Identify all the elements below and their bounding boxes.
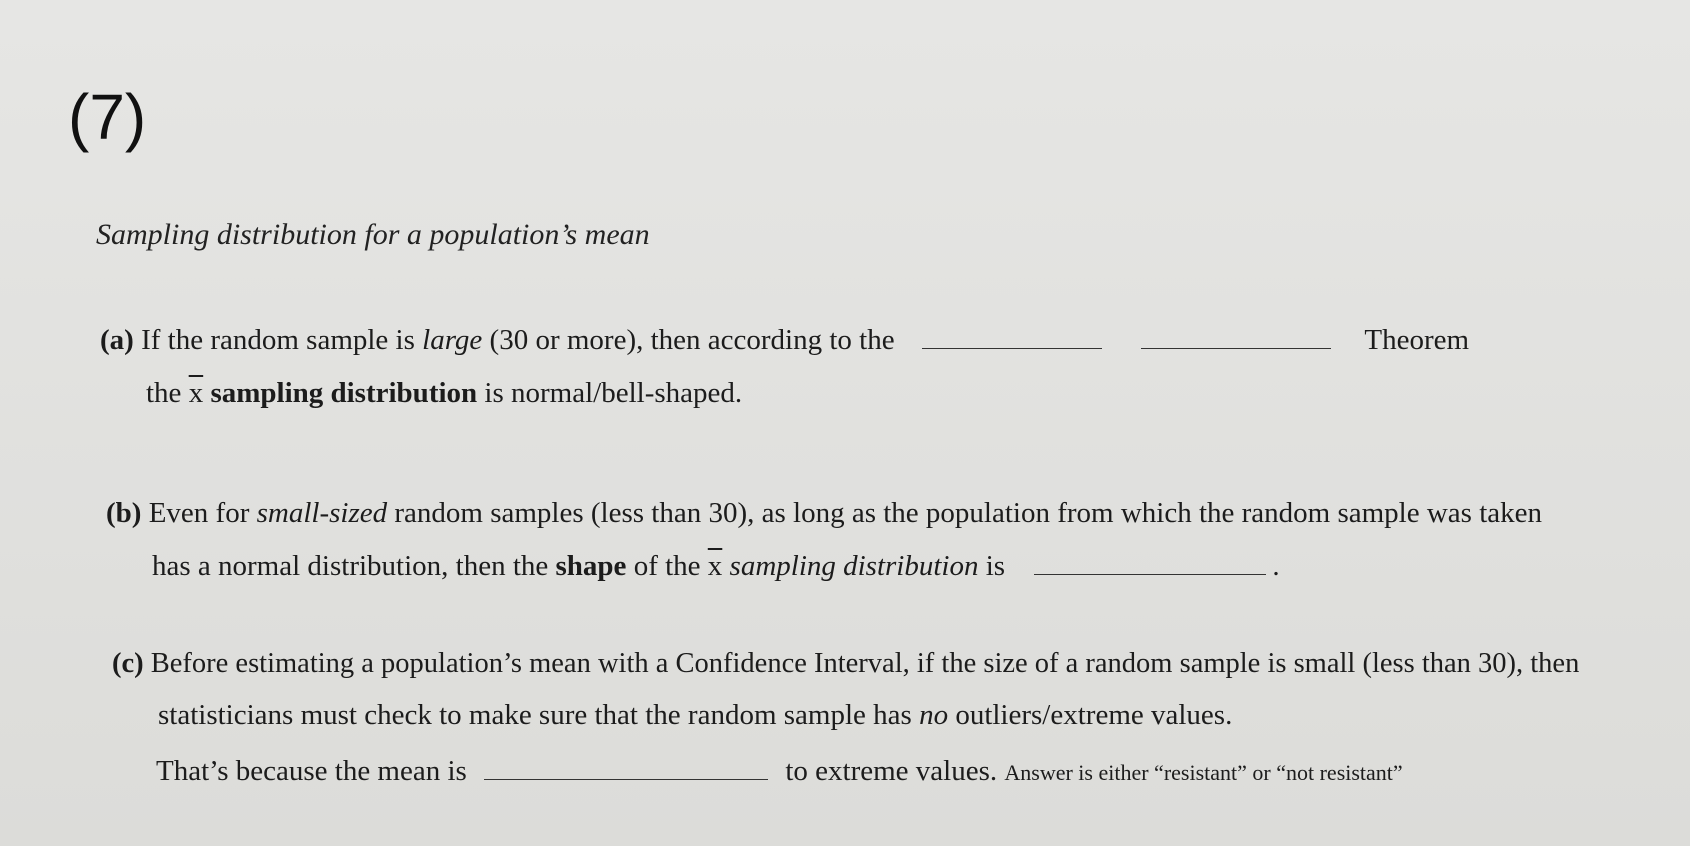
part-c-blank[interactable] [484,753,768,780]
xbar-symbol: $\overline{x}$ [707,550,723,582]
part-c-note: Answer is either “resistant” or “not resistant” [1004,760,1403,785]
part-c-line3-post: to extreme values. [785,755,998,787]
part-a-label: (a) [100,324,134,356]
part-a-text-post: (30 or more), then according to the [482,324,895,356]
part-a-line2-post: is normal/bell-shaped. [477,377,743,409]
part-a-line1 [100,322,1469,357]
part-c-line1-text: Before estimating a population’s mean with a Confidence Interval, if the size of a random sample is small (less than 30), then [150,648,1580,679]
part-b-label: (b) [106,497,142,529]
part-b-blank[interactable] [1034,548,1266,575]
part-b-period: . [1272,550,1280,582]
part-b-line2 [152,548,1280,583]
part-c-italic: no [919,699,949,731]
part-a-line2-pre: the [146,377,189,409]
part-b-line1-post: random samples (less than 30), as long as the population from which the random sample was taken [387,497,1543,529]
part-b-line2-pre: has a normal distribution, then the [152,550,556,582]
section-heading: Sampling distribution for a population’s mean [96,218,650,251]
part-b-italic-2: sampling distribution [729,550,979,582]
part-a-italic: large [422,324,483,356]
part-b-bold: shape [555,550,627,582]
part-a-bold: sampling distribution [210,377,478,409]
part-b-line2-post: is [978,550,1006,582]
part-b-line1 [106,497,1542,530]
part-a-text: If the random sample is [141,324,423,356]
part-b-line1-pre: Even for [148,497,257,529]
part-c-line2-pre: statisticians must check to make sure that the random sample has [158,699,920,731]
question-number: (7) [68,81,147,153]
part-b-italic: small-sized [256,497,388,529]
part-c-label: (c) [112,648,144,679]
part-a-blank-2[interactable] [1141,322,1331,349]
part-a-line2 [146,377,742,410]
part-c-line3-pre: That’s because the mean is [156,755,467,787]
part-a-theorem: Theorem [1364,324,1470,356]
part-c-line2-post: outliers/extreme values. [948,699,1233,731]
part-c-line3 [156,753,1403,788]
part-b-line2-mid: of the [626,550,708,582]
xbar-symbol: $\overline{x}$ [188,377,204,409]
part-a-blank-1[interactable] [922,322,1102,349]
part-c-line1 [112,648,1579,680]
part-c-line2 [158,699,1232,732]
